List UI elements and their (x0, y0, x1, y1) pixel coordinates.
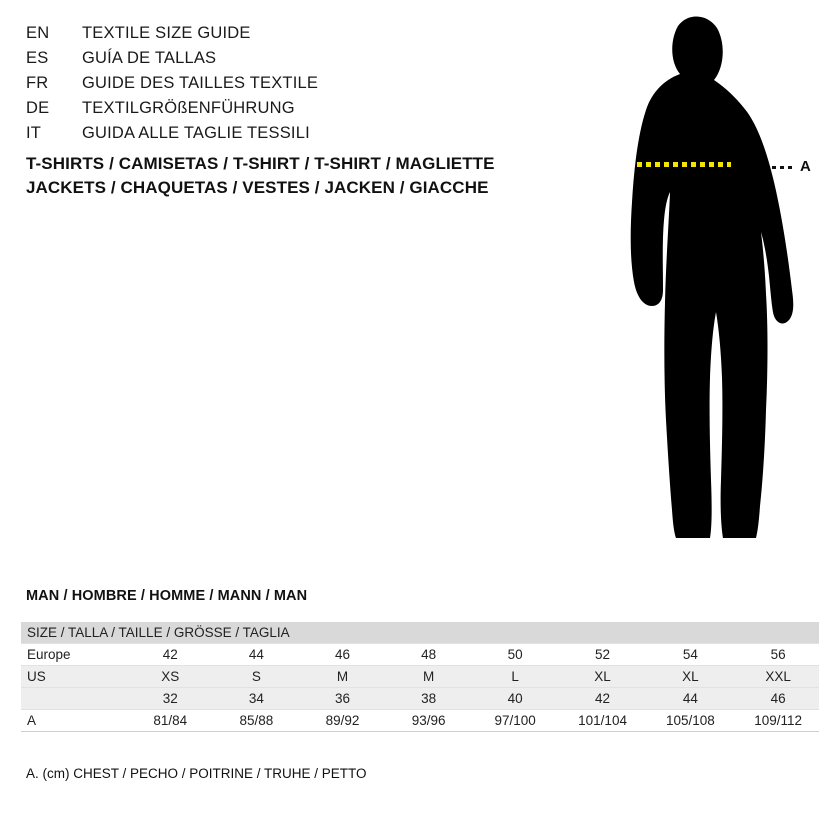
cell-usnum-0: 32 (124, 688, 210, 710)
language-row (26, 99, 546, 124)
measure-label-a: A (800, 158, 811, 175)
measure-leader-line (772, 166, 794, 169)
cell-usnum-3: 38 (383, 688, 469, 710)
cell-usnum-7: 46 (731, 688, 819, 710)
language-row (26, 74, 546, 99)
language-title: TEXTILGRÖßENFÜHRUNG (82, 99, 295, 117)
table-row (21, 666, 819, 688)
cell-europe-0: 42 (124, 644, 210, 666)
language-code: ES (26, 49, 49, 67)
language-row (26, 124, 546, 149)
cell-us-1: S (210, 666, 296, 688)
section-title-man: MAN / HOMBRE / HOMME / MANN / MAN (26, 588, 308, 604)
cell-europe-7: 56 (731, 644, 819, 666)
cell-europe-4: 50 (469, 644, 556, 666)
cell-a-0: 81/84 (124, 710, 210, 732)
cell-us-2: M (296, 666, 382, 688)
body-silhouette-figure (560, 10, 830, 555)
cell-usnum-2: 36 (296, 688, 382, 710)
table-row (21, 710, 819, 732)
cell-europe-3: 48 (383, 644, 469, 666)
language-row (26, 24, 546, 49)
cell-a-4: 97/100 (469, 710, 556, 732)
row-label-a: A (21, 710, 124, 732)
language-code: EN (26, 24, 50, 42)
category-jackets: JACKETS / CHAQUETAS / VESTES / JACKEN / GIACCHE (26, 178, 489, 197)
row-label-us-numeric (21, 688, 124, 710)
language-title: TEXTILE SIZE GUIDE (82, 24, 251, 42)
cell-us-6: XL (643, 666, 731, 688)
cell-a-2: 89/92 (296, 710, 382, 732)
cell-us-5: XL (556, 666, 644, 688)
cell-us-3: M (383, 666, 469, 688)
table-header-row (21, 622, 819, 644)
cell-us-4: L (469, 666, 556, 688)
size-table-wrapper (21, 622, 819, 732)
male-silhouette-icon (560, 10, 830, 555)
language-row (26, 49, 546, 74)
cell-europe-5: 52 (556, 644, 644, 666)
cell-usnum-6: 44 (643, 688, 731, 710)
language-title: GUIDE DES TAILLES TEXTILE (82, 74, 319, 92)
language-code: DE (26, 99, 50, 117)
cell-a-1: 85/88 (210, 710, 296, 732)
table-row (21, 644, 819, 666)
cell-a-7: 109/112 (731, 710, 819, 732)
cell-a-5: 101/104 (556, 710, 644, 732)
cell-usnum-5: 42 (556, 688, 644, 710)
cell-europe-6: 54 (643, 644, 731, 666)
cell-us-7: XXL (731, 666, 819, 688)
language-code: IT (26, 124, 42, 142)
footnote-chest-measure: A. (cm) CHEST / PECHO / POITRINE / TRUHE / PETTO (26, 766, 367, 781)
size-table (21, 622, 819, 732)
language-title-block (26, 24, 546, 149)
cell-usnum-1: 34 (210, 688, 296, 710)
row-label-europe: Europe (21, 644, 124, 666)
cell-europe-1: 44 (210, 644, 296, 666)
row-label-us: US (21, 666, 124, 688)
table-row (21, 688, 819, 710)
language-title: GUÍA DE TALLAS (82, 49, 217, 67)
language-code: FR (26, 74, 49, 92)
cell-a-3: 93/96 (383, 710, 469, 732)
cell-a-6: 105/108 (643, 710, 731, 732)
cell-usnum-4: 40 (469, 688, 556, 710)
category-headings (26, 152, 566, 200)
cell-us-0: XS (124, 666, 210, 688)
table-header-label: SIZE / TALLA / TAILLE / GRÖSSE / TAGLIA (21, 622, 819, 644)
language-title: GUIDA ALLE TAGLIE TESSILI (82, 124, 310, 142)
chest-measure-line (637, 162, 731, 167)
cell-europe-2: 46 (296, 644, 382, 666)
category-tshirts: T-SHIRTS / CAMISETAS / T-SHIRT / T-SHIRT / MAGLIETTE (26, 154, 495, 173)
